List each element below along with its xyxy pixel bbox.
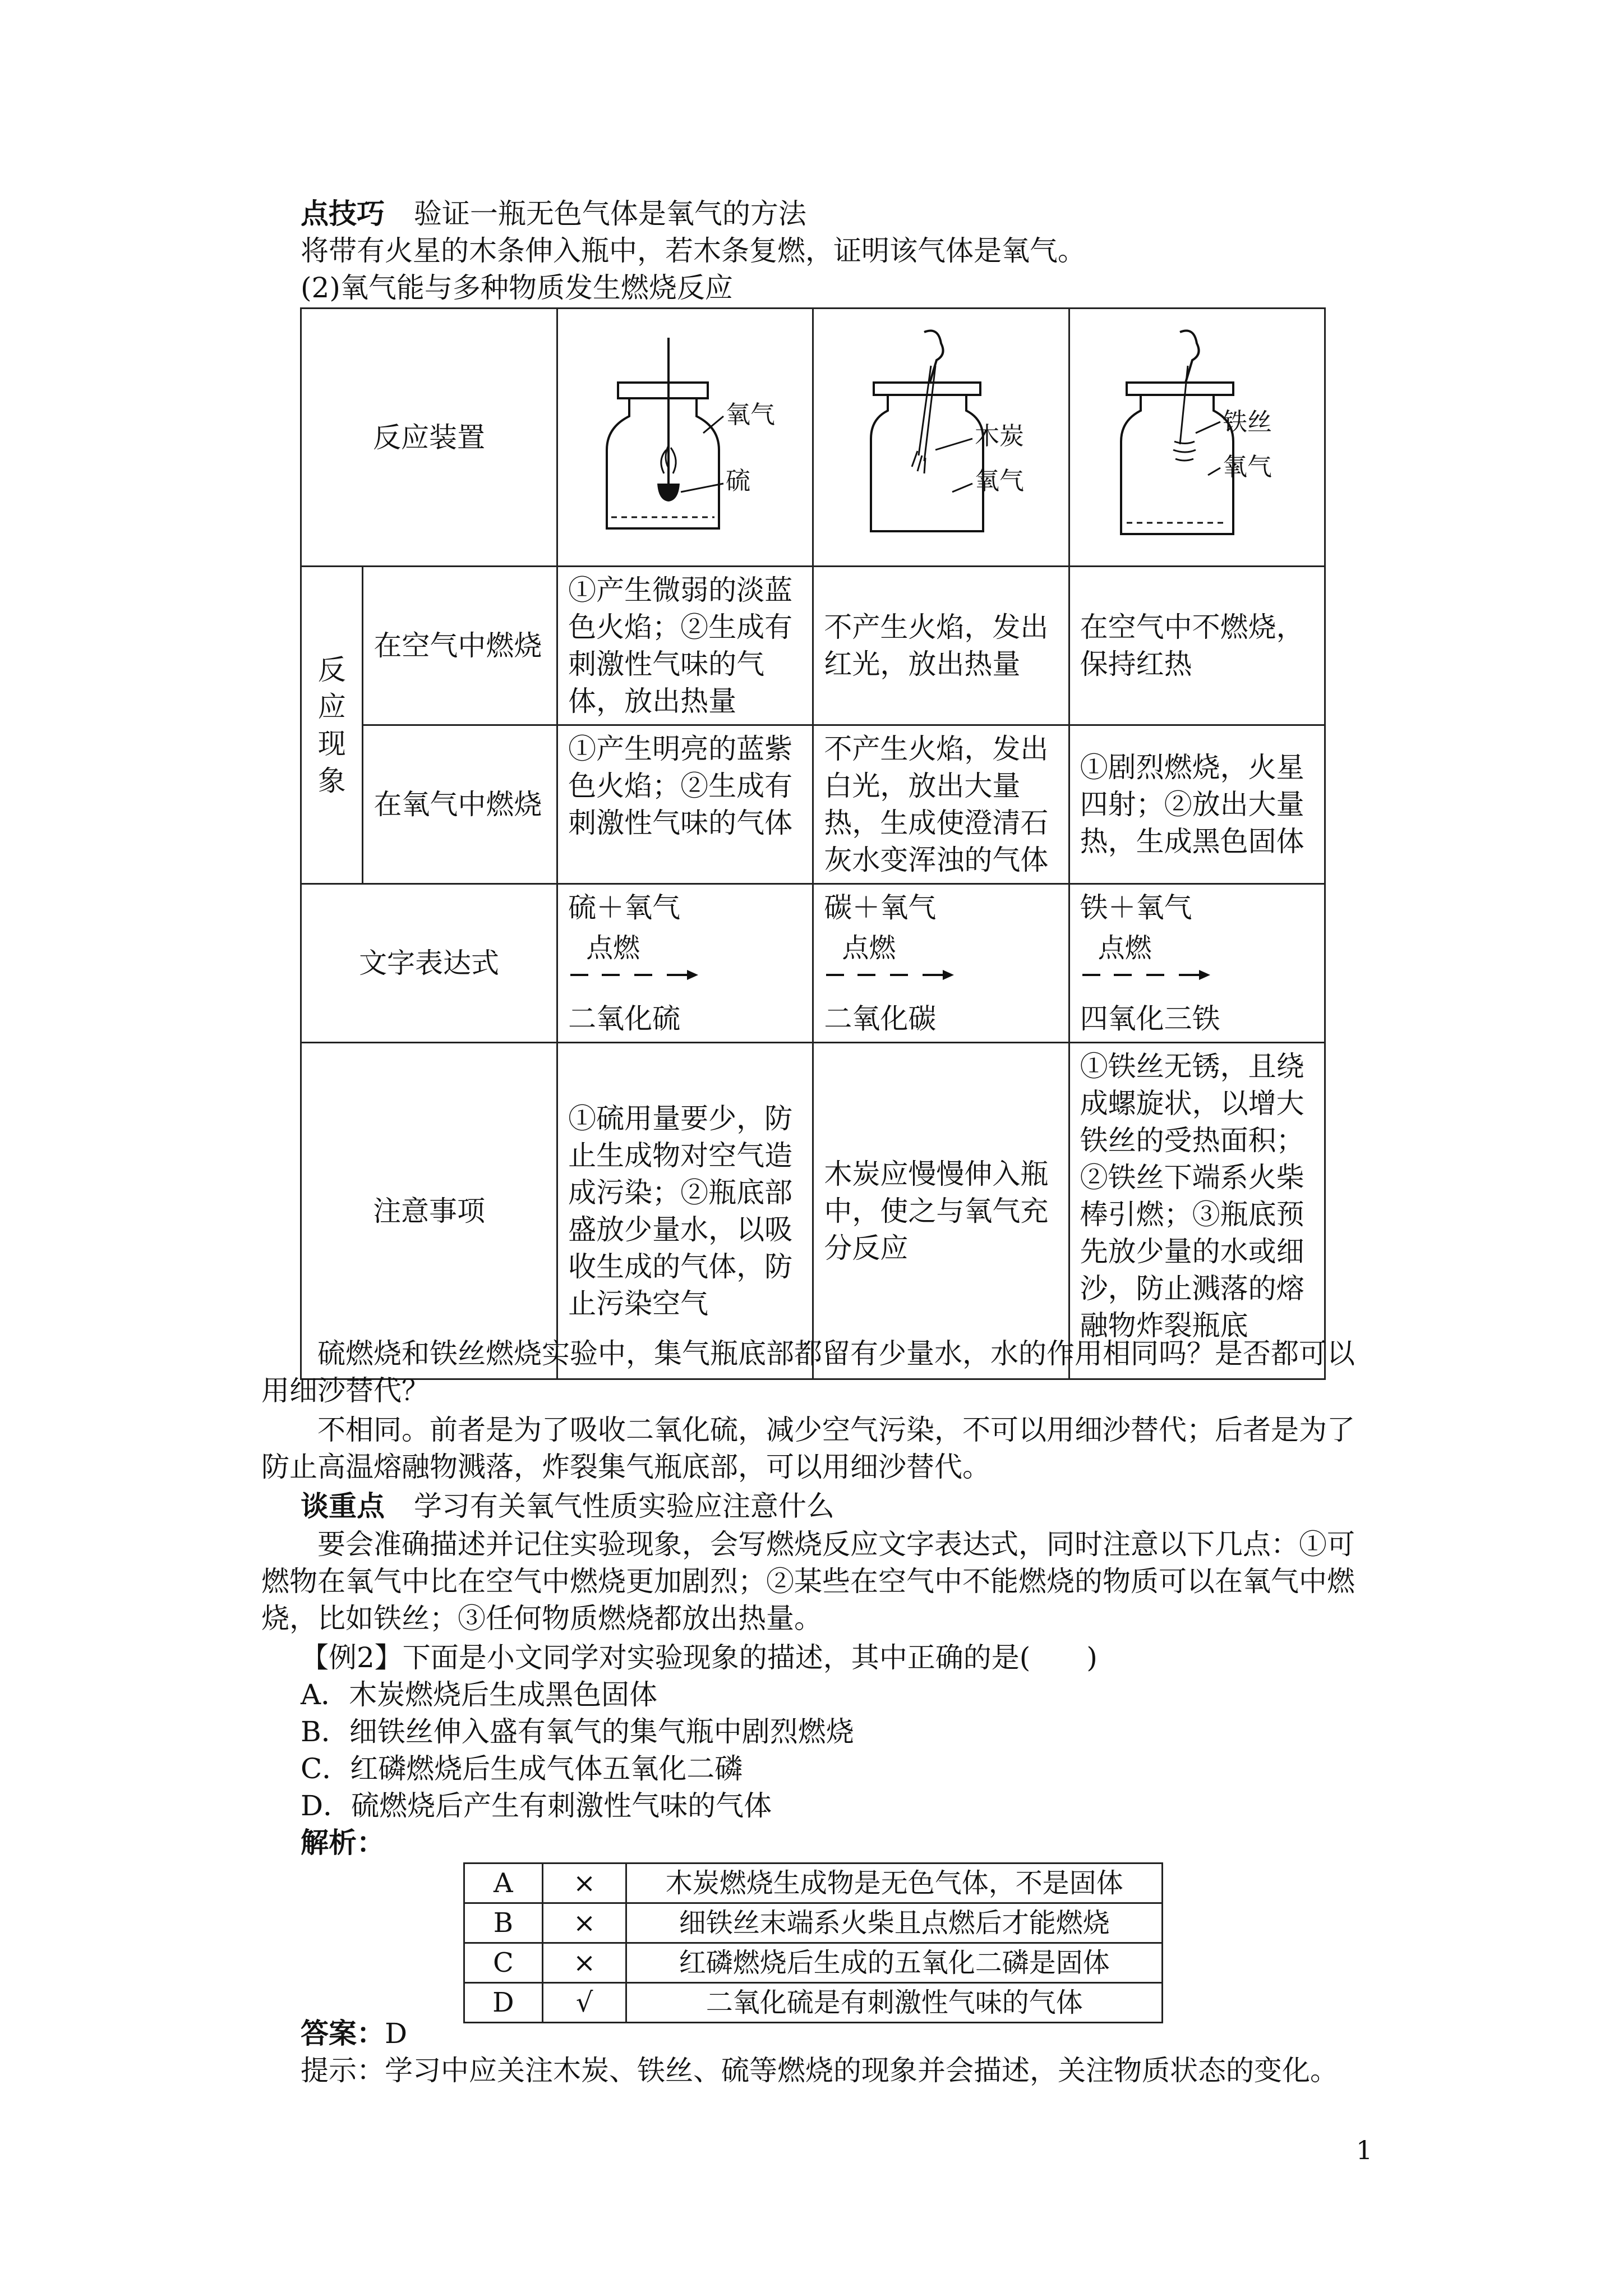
analysis-reason: 细铁丝末端系火柴且点燃后才能燃烧 [626,1903,1163,1943]
example-option-d: D．硫燃烧后产生有刺激性气味的气体 [301,1789,772,1822]
tips-tag: 点技巧 [301,197,385,230]
tips-body: 将带有火星的木条伸入瓶中，若木条复燃，证明该气体是氧气。 [301,234,1086,267]
diagram-iron-cell [1069,309,1325,567]
expr-carbon-reactants: 碳＋氧气 [824,891,937,924]
notes-carbon: 木炭应慢慢伸入瓶中，使之与氧气充分反应 [813,1043,1069,1379]
row-expression-label: 文字表达式 [301,884,557,1043]
sulfur-jar-diagram [584,321,786,545]
hint: 提示：学习中应关注木炭、铁丝、硫等燃烧的现象并会描述，关注物质状态的变化。 [301,2054,1338,2087]
expr-iron-product: 四氧化三铁 [1080,1002,1220,1035]
air-iron: 在空气中不燃烧，保持红热 [1069,567,1325,725]
analysis-option: B [464,1903,543,1943]
key-tag: 谈重点 [301,1489,385,1522]
diagram-carbon-cell [813,309,1069,567]
analysis-mark: × [542,1903,626,1943]
analysis-table [463,1862,1163,2023]
oxygen-carbon: 不产生火焰，发出白光，放出大量热，生成使澄清石灰水变浑浊的气体 [813,725,1069,884]
analysis-reason: 木炭燃烧生成物是无色气体，不是固体 [626,1864,1163,1903]
analysis-reason: 红磷燃烧后生成的五氧化二磷是固体 [626,1943,1163,1983]
carbon-jar-diagram [840,321,1042,545]
key-line [301,1488,834,1525]
answer-label: 答案： [301,2017,385,2050]
question-water: 硫燃烧和铁丝燃烧实验中，集气瓶底部都留有少量水，水的作用相同吗？是否都可以用细沙替代？ [261,1337,1355,1407]
analysis-reason: 二氧化硫是有刺激性气味的气体 [626,1983,1163,2023]
air-carbon: 不产生火焰，发出红光，放出热量 [813,567,1069,725]
analysis-label: 解析： [301,1826,385,1859]
row-air-label: 在空气中燃烧 [363,567,557,725]
page-number: 1 [1356,2135,1373,2165]
example-option-b: B．细铁丝伸入盛有氧气的集气瓶中剧烈燃烧 [301,1715,854,1748]
expr-carbon-product: 二氧化碳 [824,1002,937,1035]
oxygen-sulfur: ①产生明亮的蓝紫色火焰；②生成有刺激性气味的气体 [557,725,813,884]
expr-iron-arrow [1080,926,1314,1000]
carbon-diagram-label-charcoal: 木炭 [975,421,1025,450]
notes-iron: ①铁丝无锈，且绕成螺旋状，以增大铁丝的受热面积；②铁丝下端系火柴棒引燃；③瓶底预先放少量的水或细沙，防止溅落的熔融物炸裂瓶底 [1069,1043,1325,1379]
row-phenomena-text: 反应现象 [317,653,346,797]
row-phenomena-label [301,567,363,884]
reaction-table [300,307,1326,1380]
tips-line [301,195,806,232]
analysis-option: C [464,1943,543,1983]
iron-diagram-label-wire: 铁丝 [1223,407,1272,436]
table-row [464,1864,1163,1903]
example-option-a: A．木炭燃烧后生成黑色固体 [301,1678,658,1711]
sulfur-diagram-label-oxygen: 氧气 [725,400,775,429]
expr-sulfur-reactants: 硫＋氧气 [568,891,681,924]
expr-carbon-arrow [824,926,1058,1000]
key-title: 学习有关氧气性质实验应注意什么 [413,1490,834,1522]
analysis-option: A [464,1864,543,1903]
expr-sulfur [557,884,813,1043]
analysis-mark: × [542,1864,626,1903]
reaction-arrow-icon [568,967,703,983]
tips-title: 验证一瓶无色气体是氧气的方法 [413,197,806,230]
example-option-c: C．红磷燃烧后生成气体五氧化二磷 [301,1752,743,1785]
table-row [464,1903,1163,1943]
row-oxygen-label: 在氧气中燃烧 [363,725,557,884]
expr-carbon [813,884,1069,1043]
expr-iron-condition: 点燃 [1098,932,1152,964]
iron-jar-diagram [1096,321,1298,545]
expr-sulfur-condition: 点燃 [586,932,640,964]
analysis-option: D [464,1983,543,2023]
oxygen-iron: ①剧烈燃烧，火星四射；②放出大量热，生成黑色固体 [1069,725,1325,884]
analysis-mark: √ [542,1983,626,2023]
row-device-label: 反应装置 [301,309,557,567]
row-notes-label: 注意事项 [301,1043,557,1379]
sulfur-diagram-label-sulfur: 硫 [725,466,750,495]
carbon-diagram-label-oxygen: 氧气 [975,466,1025,495]
diagram-sulfur-cell [557,309,813,567]
answer-value: D [385,2017,408,2050]
expr-sulfur-arrow [568,926,802,1000]
expr-sulfur-product: 二氧化硫 [568,1002,681,1035]
expr-iron [1069,884,1325,1043]
iron-diagram-label-oxygen: 氧气 [1223,452,1272,481]
notes-sulfur: ①硫用量要少，防止生成物对空气造成污染；②瓶底部盛放少量水，以吸收生成的气体，防止污染空气 [557,1043,813,1379]
answer-line [301,2015,407,2052]
section-title: (2)氧气能与多种物质发生燃烧反应 [301,272,733,304]
air-sulfur: ①产生微弱的淡蓝色火焰；②生成有刺激性气味的气体，放出热量 [557,567,813,725]
reaction-arrow-icon [824,967,958,983]
reaction-arrow-icon [1080,967,1215,983]
example-stem: 【例2】下面是小文同学对实验现象的描述，其中正确的是( ) [301,1641,1098,1674]
analysis-mark: × [542,1943,626,1983]
expr-iron-reactants: 铁＋氧气 [1080,891,1192,924]
expr-carbon-condition: 点燃 [842,932,896,964]
answer-water: 不相同。前者是为了吸收二氧化硫，减少空气污染，不可以用细沙替代；后者是为了防止高温熔融物溅落，炸裂集气瓶底部，可以用细沙替代。 [261,1414,1355,1483]
table-row [464,1943,1163,1983]
table-row [464,1983,1163,2023]
key-body: 要会准确描述并记住实验现象，会写燃烧反应文字表达式，同时注意以下几点：①可燃物在氧气中比在空气中燃烧更加剧烈；②某些在空气中不能燃烧的物质可以在氧气中燃烧，比如铁丝；③任何物质燃烧都放出热量。 [261,1528,1355,1635]
